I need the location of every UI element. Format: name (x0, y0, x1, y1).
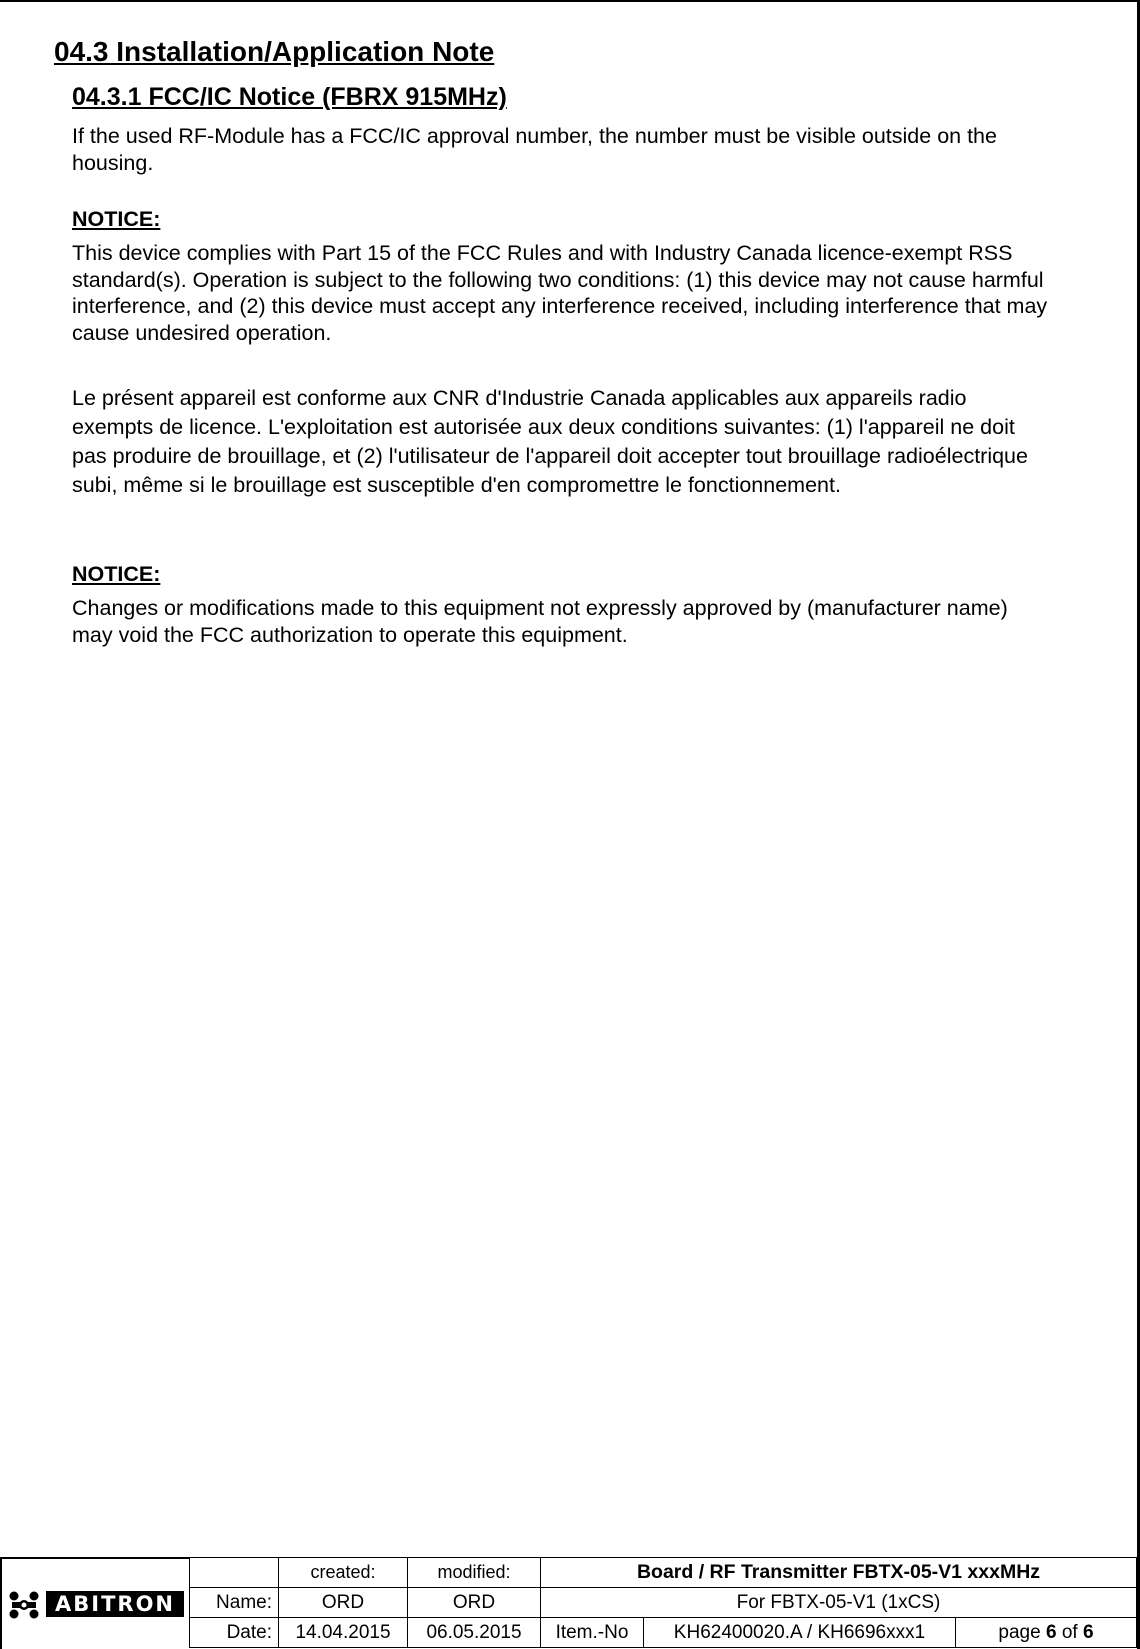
document-subtitle: For FBTX-05-V1 (1xCS) (541, 1588, 1137, 1618)
changes-paragraph: Changes or modifications made to this equipment not expressly approved by (manufacturer name) may void the FCC authorization to operate this equipment. (72, 596, 1008, 647)
page-total: 6 (1082, 1621, 1094, 1643)
date-label: Date: (190, 1618, 279, 1648)
modified-name: ORD (408, 1588, 541, 1618)
page-border-top (0, 0, 1140, 2)
ic-french-paragraph: Le présent appareil est conforme aux CNR d'Industrie Canada applicables aux appareils radio exempts de licence. L'exploitation est autorisée aux deux conditions suivantes: (1) l'appareil ne doit pas produire de brouillage, et (2) l'utilisateur de l'appareil doit accepter tout brouillage radioélectrique subi, même si le brouillage est susceptible d'en compromettre le fonctionnement. (72, 386, 1028, 497)
page-current: 6 (1045, 1621, 1057, 1643)
abitron-logo-icon (8, 1591, 40, 1619)
company-logo (8, 1591, 178, 1619)
name-label: Name: (190, 1588, 279, 1618)
fcc-compliance-paragraph: This device complies with Part 15 of the FCC Rules and with Industry Canada licence-exempt RSS standard(s). Operation is subject to the following two conditions: (1) this device may not cause harmful interference, and (2) this device must accept any interference received, including interference that may cause undesired operation. (72, 241, 1048, 345)
title-block-table (189, 1557, 1137, 1648)
subsection-heading: 04.3.1 FCC/IC Notice (FBRX 915MHz) (72, 83, 507, 111)
created-name: ORD (279, 1588, 408, 1618)
modified-label: modified: (408, 1558, 541, 1588)
created-date: 14.04.2015 (279, 1618, 408, 1648)
page-of: of (1061, 1621, 1078, 1643)
document-title-block (0, 1557, 1138, 1649)
title-block-row (190, 1618, 1137, 1648)
logo-wordmark: ABITRON (46, 1591, 184, 1617)
created-label: created: (279, 1558, 408, 1588)
item-label: Item.-No (541, 1618, 644, 1648)
intro-paragraph: If the used RF-Module has a FCC/IC approval number, the number must be visible outside on the housing. (72, 124, 997, 175)
document-title: Board / RF Transmitter FBTX-05-V1 xxxMHz (541, 1558, 1137, 1588)
page-number (956, 1618, 1137, 1648)
empty-cell (190, 1558, 279, 1588)
notice-label-1: NOTICE: (72, 207, 161, 231)
page-prefix: page (998, 1621, 1041, 1643)
item-number: KH62400020.A / KH6696xxx1 (644, 1618, 956, 1648)
title-block-row (190, 1558, 1137, 1588)
modified-date: 06.05.2015 (408, 1618, 541, 1648)
footer-rule-left (0, 1557, 2, 1649)
section-heading: 04.3 Installation/Application Note (54, 36, 495, 67)
title-block-row (190, 1588, 1137, 1618)
notice-label-2: NOTICE: (72, 562, 161, 586)
footer-rule (0, 1557, 190, 1559)
